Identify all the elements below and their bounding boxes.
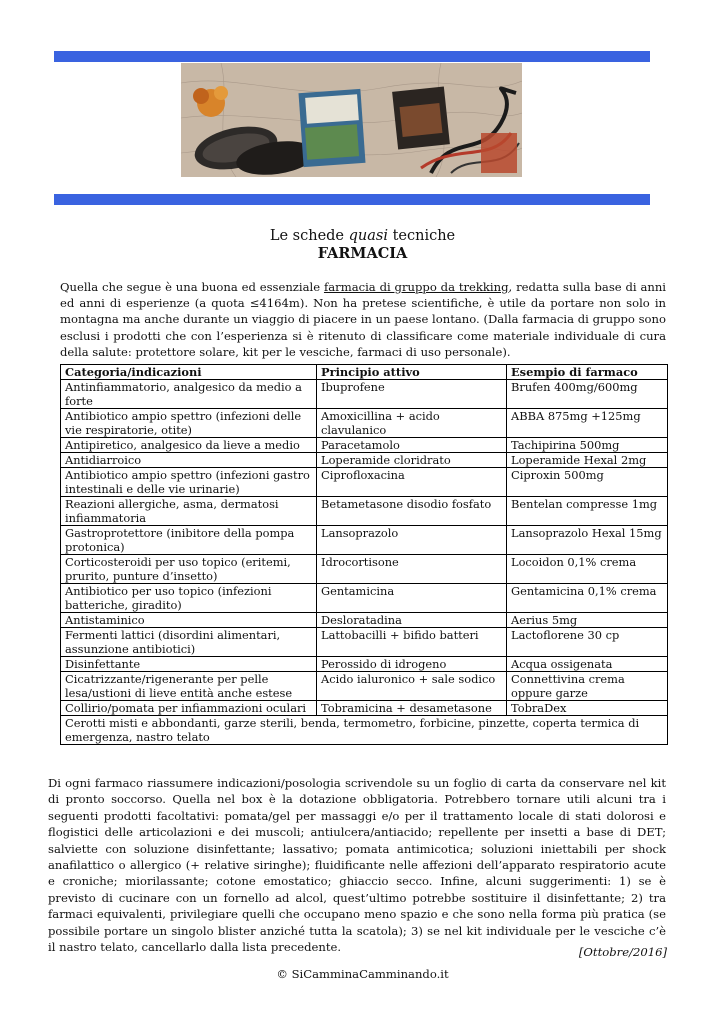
- cell-ingredient: Idrocortisone: [317, 555, 507, 584]
- cell-category: Fermenti lattici (disordini alimentari, assunzione antibiotici): [61, 628, 317, 657]
- cell-drug: Brufen 400mg/600mg: [507, 380, 668, 409]
- cell-category: Antibiotico ampio spettro (infezioni gastro intestinali e delle vie urinarie): [61, 468, 317, 497]
- table-row: [61, 438, 668, 453]
- header-active-ingredient: Principio attivo: [317, 365, 507, 380]
- intro-paragraph: [60, 279, 666, 360]
- cell-ingredient: Desloratadina: [317, 613, 507, 628]
- header-bar-top: [54, 51, 650, 62]
- header-bar-bottom: [54, 194, 650, 205]
- document-date: [Ottobre/2016]: [578, 945, 667, 959]
- cell-drug: Ciproxin 500mg: [507, 468, 668, 497]
- cell-ingredient: Gentamicina: [317, 584, 507, 613]
- cell-category: Cicatrizzante/rigenerante per pelle lesa/ustioni di lieve entità anche estese: [61, 672, 317, 701]
- cell-category: Antidiarroico: [61, 453, 317, 468]
- table-row: [61, 526, 668, 555]
- table-row: [61, 497, 668, 526]
- cell-category: Disinfettante: [61, 657, 317, 672]
- cell-drug: Loperamide Hexal 2mg: [507, 453, 668, 468]
- header-drug-example: Esempio di farmaco: [507, 365, 668, 380]
- notes-paragraph: Di ogni farmaco riassumere indicazioni/posologia scrivendole su un foglio di carta da conservare nel kit di pronto soccorso. Quella nel box è la dotazione obbligatoria. Potrebbero tornare utili alcuni tra i seguenti prodotti facoltativi: pomata/gel per massaggi e/o per il trattamento locale di stati dolorosi e flogistici delle articolazioni e dei muscoli; antiulcera/antiacido; repellente per insetti a base di DET; salviette con soluzione disinfettante; lassativo; pomata antimicotica; soluzioni iniettabili per shock anafilattico o allergico (+ relative siringhe); fluidificante nelle affezioni dell’apparato respiratorio acute e croniche; miorilassante; cotone emostatico; ghiaccio secco. Infine, alcuni suggerimenti: 1) se è previsto di cucinare con un fornello ad alcol, quest’ultimo potrebbe sostituire il disinfettante; 2) tra farmaci equivalenti, privilegiare quelli che occupano meno spazio e che sono nella forma più pratica (se possibile portare un singolo blister anziché tutta la scatola); 3) se nel kit individuale per le vesciche c’è il nastro telato, cancellarlo dalla lista precedente.: [48, 776, 666, 955]
- table-row: [61, 555, 668, 584]
- cell-category: Antistaminico: [61, 613, 317, 628]
- cell-supplies: Cerotti misti e abbondanti, garze sterili, benda, termometro, forbicine, pinzette, coperta termica di emergenza, nastro telato: [61, 716, 668, 745]
- cell-ingredient: Ibuprofene: [317, 380, 507, 409]
- cell-category: Collirio/pomata per infiammazioni oculari: [61, 701, 317, 716]
- subtitle-suffix: tecniche: [387, 228, 456, 244]
- cell-category: Antipiretico, analgesico da lieve a medio: [61, 438, 317, 453]
- page-title: FARMACIA: [317, 245, 408, 262]
- table-row: [61, 584, 668, 613]
- intro-text-end: , redatta sulla base di anni ed anni di esperienze (a quota ≤4164m). Non ha pretese scientifiche, è utile da portare non solo in montagna ma anche durante un viaggio di piacere in un paese lontano. (Dalla farmacia di gruppo sono esclusi i prodotti che con l’esperienza si è ritenuto di classificare come materiale individuale di cura della salute: protettore solare, kit per le vesciche, farmaci di uso personale).: [60, 280, 667, 359]
- cell-category: Reazioni allergiche, asma, dermatosi infiammatoria: [61, 497, 317, 526]
- cell-category: Corticosteroidi per uso topico (eritemi, prurito, punture d’insetto): [61, 555, 317, 584]
- pharmacy-table: [60, 364, 668, 745]
- subtitle-emphasis: quasi: [348, 228, 388, 244]
- cell-drug: Lansoprazolo Hexal 15mg: [507, 526, 668, 555]
- table-row: [61, 657, 668, 672]
- cell-category: Antibiotico ampio spettro (infezioni delle vie respiratorie, otite): [61, 409, 317, 438]
- cell-drug: Gentamicina 0,1% crema: [507, 584, 668, 613]
- cell-drug: Connettivina crema oppure garze: [507, 672, 668, 701]
- cell-category: Antibiotico per uso topico (infezioni batteriche, giradito): [61, 584, 317, 613]
- cell-drug: Lactoflorene 30 cp: [507, 628, 668, 657]
- cell-ingredient: Acido ialuronico + sale sodico: [317, 672, 507, 701]
- table-row: [61, 380, 668, 409]
- cell-drug: Tachipirina 500mg: [507, 438, 668, 453]
- table-row: [61, 672, 668, 701]
- cell-drug: Bentelan compresse 1mg: [507, 497, 668, 526]
- subtitle-prefix: Le schede: [269, 228, 349, 244]
- table-row: [61, 409, 668, 438]
- cell-ingredient: Tobramicina + desametasone: [317, 701, 507, 716]
- table-row: [61, 628, 668, 657]
- cell-ingredient: Amoxicillina + acido clavulanico: [317, 409, 507, 438]
- table-row: [61, 701, 668, 716]
- title-block: [0, 228, 725, 263]
- cell-drug: Aerius 5mg: [507, 613, 668, 628]
- table-row: [61, 613, 668, 628]
- cell-drug: Locoidon 0,1% crema: [507, 555, 668, 584]
- footer-copyright: © SiCamminaCamminando.it: [276, 967, 449, 981]
- table-footer-row: [61, 716, 668, 745]
- cell-ingredient: Paracetamolo: [317, 438, 507, 453]
- cell-category: Gastroprotettore (inibitore della pompa protonica): [61, 526, 317, 555]
- intro-link[interactable]: farmacia di gruppo da trekking: [323, 280, 509, 294]
- table-row: [61, 453, 668, 468]
- cell-ingredient: Ciprofloxacina: [317, 468, 507, 497]
- cell-ingredient: Betametasone disodio fosfato: [317, 497, 507, 526]
- table-row: [61, 468, 668, 497]
- header-photo-illustration: [181, 63, 522, 177]
- header-category: Categoria/indicazioni: [61, 365, 317, 380]
- cell-drug: ABBA 875mg +125mg: [507, 409, 668, 438]
- table-header-row: [61, 365, 668, 380]
- cell-drug: TobraDex: [507, 701, 668, 716]
- header-photo: [181, 63, 522, 177]
- cell-ingredient: Perossido di idrogeno: [317, 657, 507, 672]
- cell-ingredient: Loperamide cloridrato: [317, 453, 507, 468]
- cell-category: Antinfiammatorio, analgesico da medio a forte: [61, 380, 317, 409]
- subtitle: [0, 228, 725, 245]
- cell-ingredient: Lattobacilli + bifido batteri: [317, 628, 507, 657]
- cell-ingredient: Lansoprazolo: [317, 526, 507, 555]
- cell-drug: Acqua ossigenata: [507, 657, 668, 672]
- intro-text-start: Quella che segue è una buona ed essenziale: [60, 280, 324, 294]
